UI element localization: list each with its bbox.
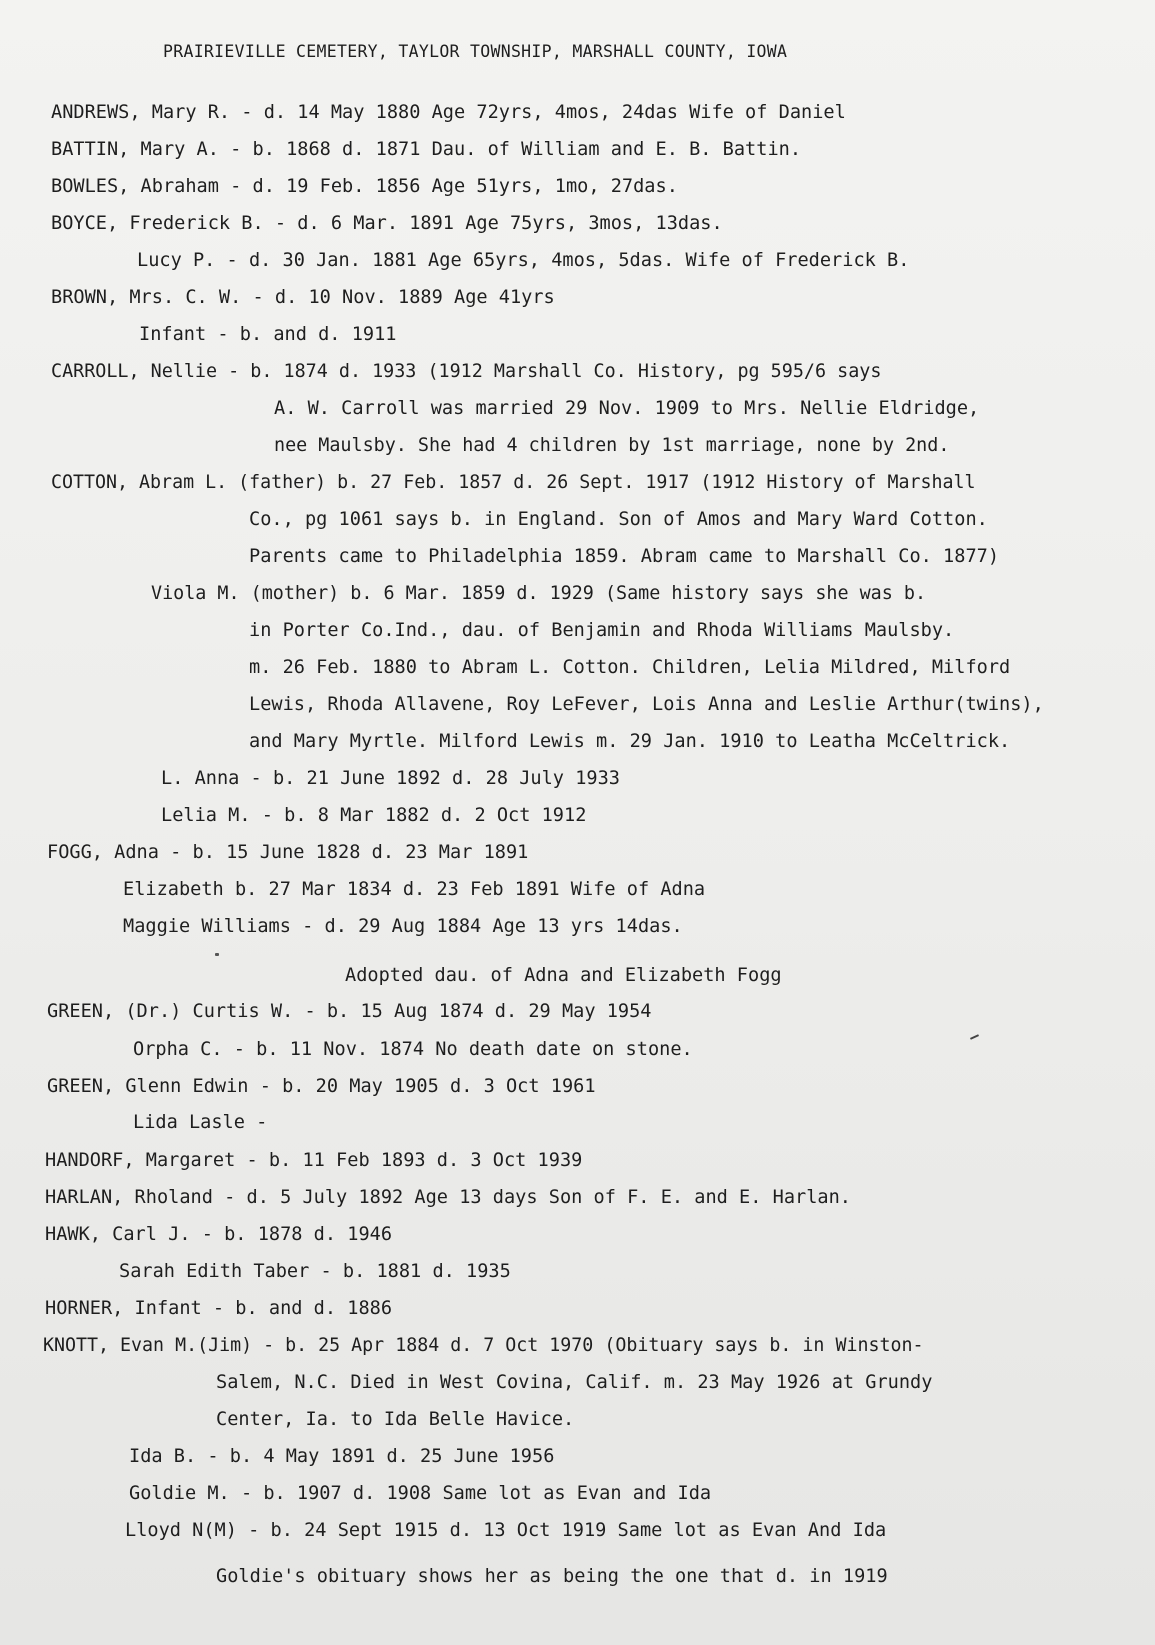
stray-ink-dot	[215, 953, 219, 956]
entry-battin-mary: BATTIN, Mary A. - b. 1868 d. 1871 Dau. of William and E. B. Battin.	[51, 139, 802, 160]
entry-cotton-viola: Viola M. (mother) b. 6 Mar. 1859 d. 1929 (Same history says she was b.	[151, 583, 927, 604]
entry-bowles-abraham: BOWLES, Abraham - d. 19 Feb. 1856 Age 51yrs, 1mo, 27das.	[51, 176, 678, 197]
entry-cotton-lelia: Lelia M. - b. 8 Mar 1882 d. 2 Oct 1912	[161, 805, 587, 826]
entry-hawk-carl: HAWK, Carl J. - b. 1878 d. 1946	[45, 1224, 393, 1245]
entry-carroll-note-line-2: A. W. Carroll was married 29 Nov. 1909 to Mrs. Nellie Eldridge,	[274, 398, 980, 419]
entry-cotton-viola-note-4: Lewis, Rhoda Allavene, Roy LeFever, Lois Anna and Leslie Arthur(twins),	[249, 694, 1044, 715]
entry-knott-evan-note-2: Salem, N.C. Died in West Covina, Calif. m. 23 May 1926 at Grundy	[216, 1372, 933, 1393]
entry-green-glenn: GREEN, Glenn Edwin - b. 20 May 1905 d. 3 Oct 1961	[47, 1076, 596, 1097]
entry-cotton-viola-note-2: in Porter Co.Ind., dau. of Benjamin and Rhoda Williams Maulsby.	[249, 620, 955, 641]
entry-knott-goldie: Goldie M. - b. 1907 d. 1908 Same lot as Evan and Ida	[129, 1483, 712, 1504]
entry-knott-evan-note-3: Center, Ia. to Ida Belle Havice.	[216, 1409, 575, 1430]
entry-fogg-maggie-williams: Maggie Williams - d. 29 Aug 1884 Age 13 yrs 14das.	[123, 916, 683, 937]
entry-knott-ida: Ida B. - b. 4 May 1891 d. 25 June 1956	[129, 1446, 555, 1467]
entry-brown-mrs-cw: BROWN, Mrs. C. W. - d. 10 Nov. 1889 Age 41yrs	[51, 287, 555, 308]
entry-knott-lloyd: Lloyd N(M) - b. 24 Sept 1915 d. 13 Oct 1919 Same lot as Evan And Ida	[125, 1520, 887, 1541]
entry-fogg-maggie-note: Adopted dau. of Adna and Elizabeth Fogg	[345, 965, 782, 986]
entry-hawk-sarah: Sarah Edith Taber - b. 1881 d. 1935	[119, 1261, 511, 1282]
entry-harlan-rholand: HARLAN, Rholand - d. 5 July 1892 Age 13 days Son of F. E. and E. Harlan.	[45, 1187, 851, 1208]
entry-cotton-abram: COTTON, Abram L. (father) b. 27 Feb. 1857 d. 26 Sept. 1917 (1912 History of Marshall	[51, 472, 976, 493]
entry-boyce-frederick: BOYCE, Frederick B. - d. 6 Mar. 1891 Age 75yrs, 3mos, 13das.	[51, 213, 723, 234]
document-title: PRAIRIEVILLE CEMETERY, TAYLOR TOWNSHIP, MARSHALL COUNTY, IOWA	[163, 42, 788, 61]
entry-cotton-viola-note-3: m. 26 Feb. 1880 to Abram L. Cotton. Children, Lelia Mildred, Milford	[249, 657, 1011, 678]
stray-pen-mark	[970, 1034, 979, 1040]
entry-cotton-abram-note-2: Co., pg 1061 says b. in England. Son of Amos and Mary Ward Cotton.	[249, 509, 988, 530]
entry-boyce-lucy: Lucy P. - d. 30 Jan. 1881 Age 65yrs, 4mos, 5das. Wife of Frederick B.	[137, 250, 910, 271]
entry-fogg-adna: FOGG, Adna - b. 15 June 1828 d. 23 Mar 1891	[47, 842, 529, 863]
entry-horner-infant: HORNER, Infant - b. and d. 1886	[45, 1298, 393, 1319]
entry-brown-infant: Infant - b. and d. 1911	[139, 324, 397, 345]
entry-handorf-margaret: HANDORF, Margaret - b. 11 Feb 1893 d. 3 Oct 1939	[45, 1150, 583, 1171]
entry-cotton-l-anna: L. Anna - b. 21 June 1892 d. 28 July 1933	[161, 768, 620, 789]
entry-green-lida: Lida Lasle -	[133, 1112, 268, 1133]
entry-knott-lloyd-note: Goldie's obituary shows her as being the one that d. in 1919	[216, 1566, 888, 1587]
entry-green-orpha: Orpha C. - b. 11 Nov. 1874 No death date on stone.	[133, 1039, 693, 1060]
entry-fogg-elizabeth: Elizabeth b. 27 Mar 1834 d. 23 Feb 1891 Wife of Adna	[123, 879, 706, 900]
entry-cotton-abram-note-3: Parents came to Philadelphia 1859. Abram came to Marshall Co. 1877)	[249, 546, 1000, 567]
entry-cotton-viola-note-5: and Mary Myrtle. Milford Lewis m. 29 Jan. 1910 to Leatha McCeltrick.	[249, 731, 1011, 752]
entry-green-curtis: GREEN, (Dr.) Curtis W. - b. 15 Aug 1874 d. 29 May 1954	[47, 1001, 652, 1022]
entry-carroll-note-line-3: nee Maulsby. She had 4 children by 1st marriage, none by 2nd.	[274, 435, 950, 456]
entry-knott-evan: KNOTT, Evan M.(Jim) - b. 25 Apr 1884 d. 7 Oct 1970 (Obituary says b. in Winston-	[43, 1335, 924, 1356]
entry-carroll-nellie: CARROLL, Nellie - b. 1874 d. 1933 (1912 Marshall Co. History, pg 595/6 says	[51, 361, 882, 382]
entry-andrews-mary: ANDREWS, Mary R. - d. 14 May 1880 Age 72yrs, 4mos, 24das Wife of Daniel	[51, 102, 846, 123]
